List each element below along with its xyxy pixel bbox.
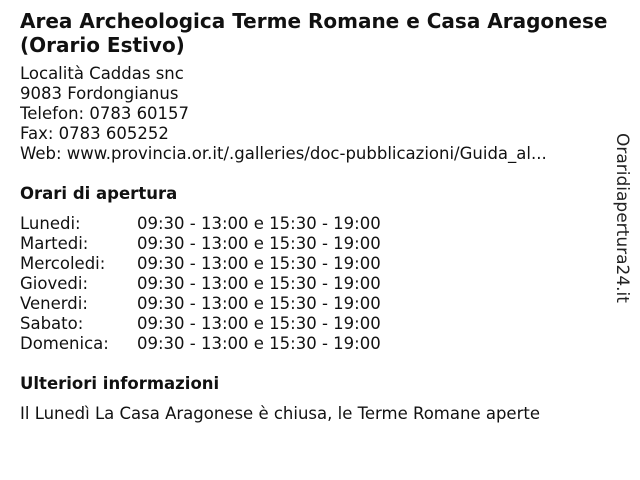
time-range: 09:30 - 13:00 e 15:30 - 19:00 <box>137 214 381 233</box>
website-link[interactable]: Web: www.provincia.or.it/.galleries/doc-pubblicazioni/Guida_al... <box>20 144 547 163</box>
time-range: 09:30 - 13:00 e 15:30 - 19:00 <box>137 334 381 353</box>
city-postal-code: 9083 Fordongianus <box>20 84 179 103</box>
hours-row-wednesday <box>20 254 440 274</box>
hours-row-tuesday <box>20 234 440 254</box>
time-range: 09:30 - 13:00 e 15:30 - 19:00 <box>137 274 381 293</box>
opening-hours-table <box>20 214 440 354</box>
day-label: Lunedi: <box>20 214 81 233</box>
address-block <box>20 64 610 164</box>
day-label: Giovedi: <box>20 274 88 293</box>
hours-row-thursday <box>20 274 440 294</box>
time-range: 09:30 - 13:00 e 15:30 - 19:00 <box>137 314 381 333</box>
site-watermark <box>611 133 633 308</box>
hours-row-saturday <box>20 314 440 334</box>
watermark-text: Oraridiapertura24.it <box>612 133 632 303</box>
hours-row-friday <box>20 294 440 314</box>
further-info-text: Il Lunedì La Casa Aragonese è chiusa, le Terme Romane aperte <box>20 404 540 423</box>
day-label: Venerdi: <box>20 294 88 313</box>
opening-hours-heading: Orari di apertura <box>20 184 178 203</box>
fax-number: Fax: 0783 605252 <box>20 124 169 143</box>
phone-number[interactable]: Telefon: 0783 60157 <box>20 104 190 123</box>
further-info-heading: Ulteriori informazioni <box>20 374 220 393</box>
day-label: Martedi: <box>20 234 89 253</box>
time-range: 09:30 - 13:00 e 15:30 - 19:00 <box>137 234 381 253</box>
day-label: Mercoledi: <box>20 254 106 273</box>
time-range: 09:30 - 13:00 e 15:30 - 19:00 <box>137 254 381 273</box>
hours-row-monday <box>20 214 440 234</box>
day-label: Sabato: <box>20 314 84 333</box>
place-title: Area Archeologica Terme Romane e Casa Aragonese (Orario Estivo) <box>20 9 608 57</box>
time-range: 09:30 - 13:00 e 15:30 - 19:00 <box>137 294 381 313</box>
street-address: Località Caddas snc <box>20 64 184 83</box>
day-label: Domenica: <box>20 334 109 353</box>
hours-row-sunday <box>20 334 440 354</box>
